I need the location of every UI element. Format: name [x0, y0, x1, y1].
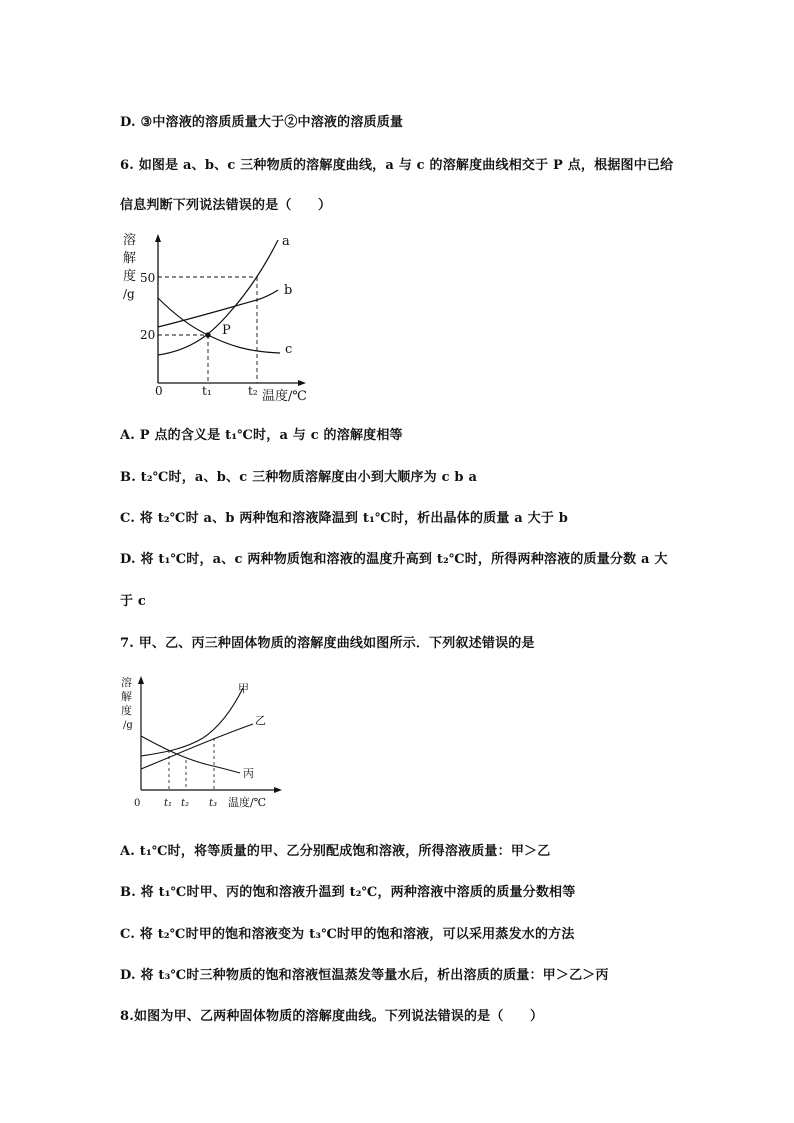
- q6-option-a: A. P 点的含义是 t₁℃时，a 与 c 的溶解度相等: [120, 428, 403, 443]
- q6-option-c: C. 将 t₂℃时 a、b 两种饱和溶液降温到 t₁℃时，析出晶体的质量 a 大于 b: [120, 511, 569, 526]
- ylabel-char-2: 解: [123, 251, 137, 266]
- xlabel: 温度/℃: [262, 389, 307, 404]
- curve-yi: [141, 724, 253, 769]
- x-tick-0: 0: [134, 798, 141, 809]
- q7-stem: 7. 甲、乙、丙三种固体物质的溶解度曲线如图所示．下列叙述错误的是: [120, 636, 535, 651]
- ylabel-char-2: 解: [121, 690, 132, 703]
- curve-label-yi: 乙: [255, 714, 266, 727]
- x-tick-t1: t₁: [164, 798, 173, 809]
- curve-b: [158, 290, 278, 327]
- curve-label-a: a: [282, 234, 290, 249]
- y-axis-arrow: [138, 676, 144, 684]
- q6-option-b: B. t₂℃时，a、b、c 三种物质溶解度由小到大顺序为 c b a: [120, 470, 478, 485]
- curve-c: [158, 298, 280, 353]
- curve-jia: [141, 688, 243, 756]
- q6-option-d-line-1: D. 将 t₁℃时，a、c 两种物质饱和溶液的温度升高到 t₂℃时，所得两种溶液的质量分数 a 大: [120, 552, 668, 567]
- x-axis-arrow: [298, 380, 306, 386]
- q5-option-d: D. ③中溶液的溶质质量大于②中溶液的溶质质量: [120, 115, 404, 130]
- q7-option-d: D. 将 t₃℃时三种物质的饱和溶液恒温蒸发等量水后，析出溶质的质量：甲＞乙＞丙: [120, 968, 609, 983]
- x-tick-t3: t₃: [209, 798, 218, 809]
- solubility-figure-jia-yi-bing: [118, 672, 288, 812]
- y-tick-50: 50: [140, 271, 156, 285]
- ylabel-char-1: 溶: [123, 233, 137, 248]
- x-tick-t2: t₂: [248, 384, 258, 398]
- ylabel-unit: /g: [123, 720, 133, 731]
- solubility-figure-abc: [118, 228, 318, 408]
- curve-a: [158, 240, 278, 355]
- ylabel-char-3: 度: [123, 269, 137, 284]
- y-axis-arrow: [155, 234, 161, 242]
- q7-option-c: C. 将 t₂℃时甲的饱和溶液变为 t₃℃时甲的饱和溶液，可以采用蒸发水的方法: [120, 927, 575, 942]
- curve-label-bing: 丙: [243, 767, 254, 780]
- curve-label-b: b: [284, 283, 293, 298]
- curve-label-jia: 甲: [238, 682, 249, 695]
- q6-stem-line-2: 信息判断下列说法错误的是（ ）: [120, 198, 332, 213]
- curve-label-c: c: [285, 342, 293, 357]
- point-p: [205, 332, 210, 337]
- q6-option-d-line-2: 于 c: [120, 594, 147, 609]
- xlabel: 温度/℃: [228, 796, 267, 809]
- ylabel-unit: /g: [123, 287, 135, 301]
- x-tick-0: 0: [155, 384, 163, 398]
- ylabel-char-1: 溶: [121, 676, 132, 689]
- curve-bing: [141, 736, 240, 773]
- q8-stem: 8.如图为甲、乙两种固体物质的溶解度曲线。下列说法错误的是（ ）: [120, 1009, 544, 1024]
- x-axis-arrow: [274, 787, 282, 793]
- q6-stem-line-1: 6. 如图是 a、b、c 三种物质的溶解度曲线，a 与 c 的溶解度曲线相交于 P 点，根据图中已给: [120, 158, 674, 173]
- x-tick-t1: t₁: [202, 384, 212, 398]
- point-p-label: P: [222, 323, 231, 338]
- ylabel-char-3: 度: [121, 704, 132, 717]
- q7-option-b: B. 将 t₁℃时甲、丙的饱和溶液升温到 t₂℃，两种溶液中溶质的质量分数相等: [120, 885, 576, 900]
- y-tick-20: 20: [140, 328, 156, 342]
- q7-option-a: A. t₁℃时，将等质量的甲、乙分别配成饱和溶液，所得溶液质量：甲＞乙: [120, 844, 551, 859]
- x-tick-t2: t₂: [181, 798, 190, 809]
